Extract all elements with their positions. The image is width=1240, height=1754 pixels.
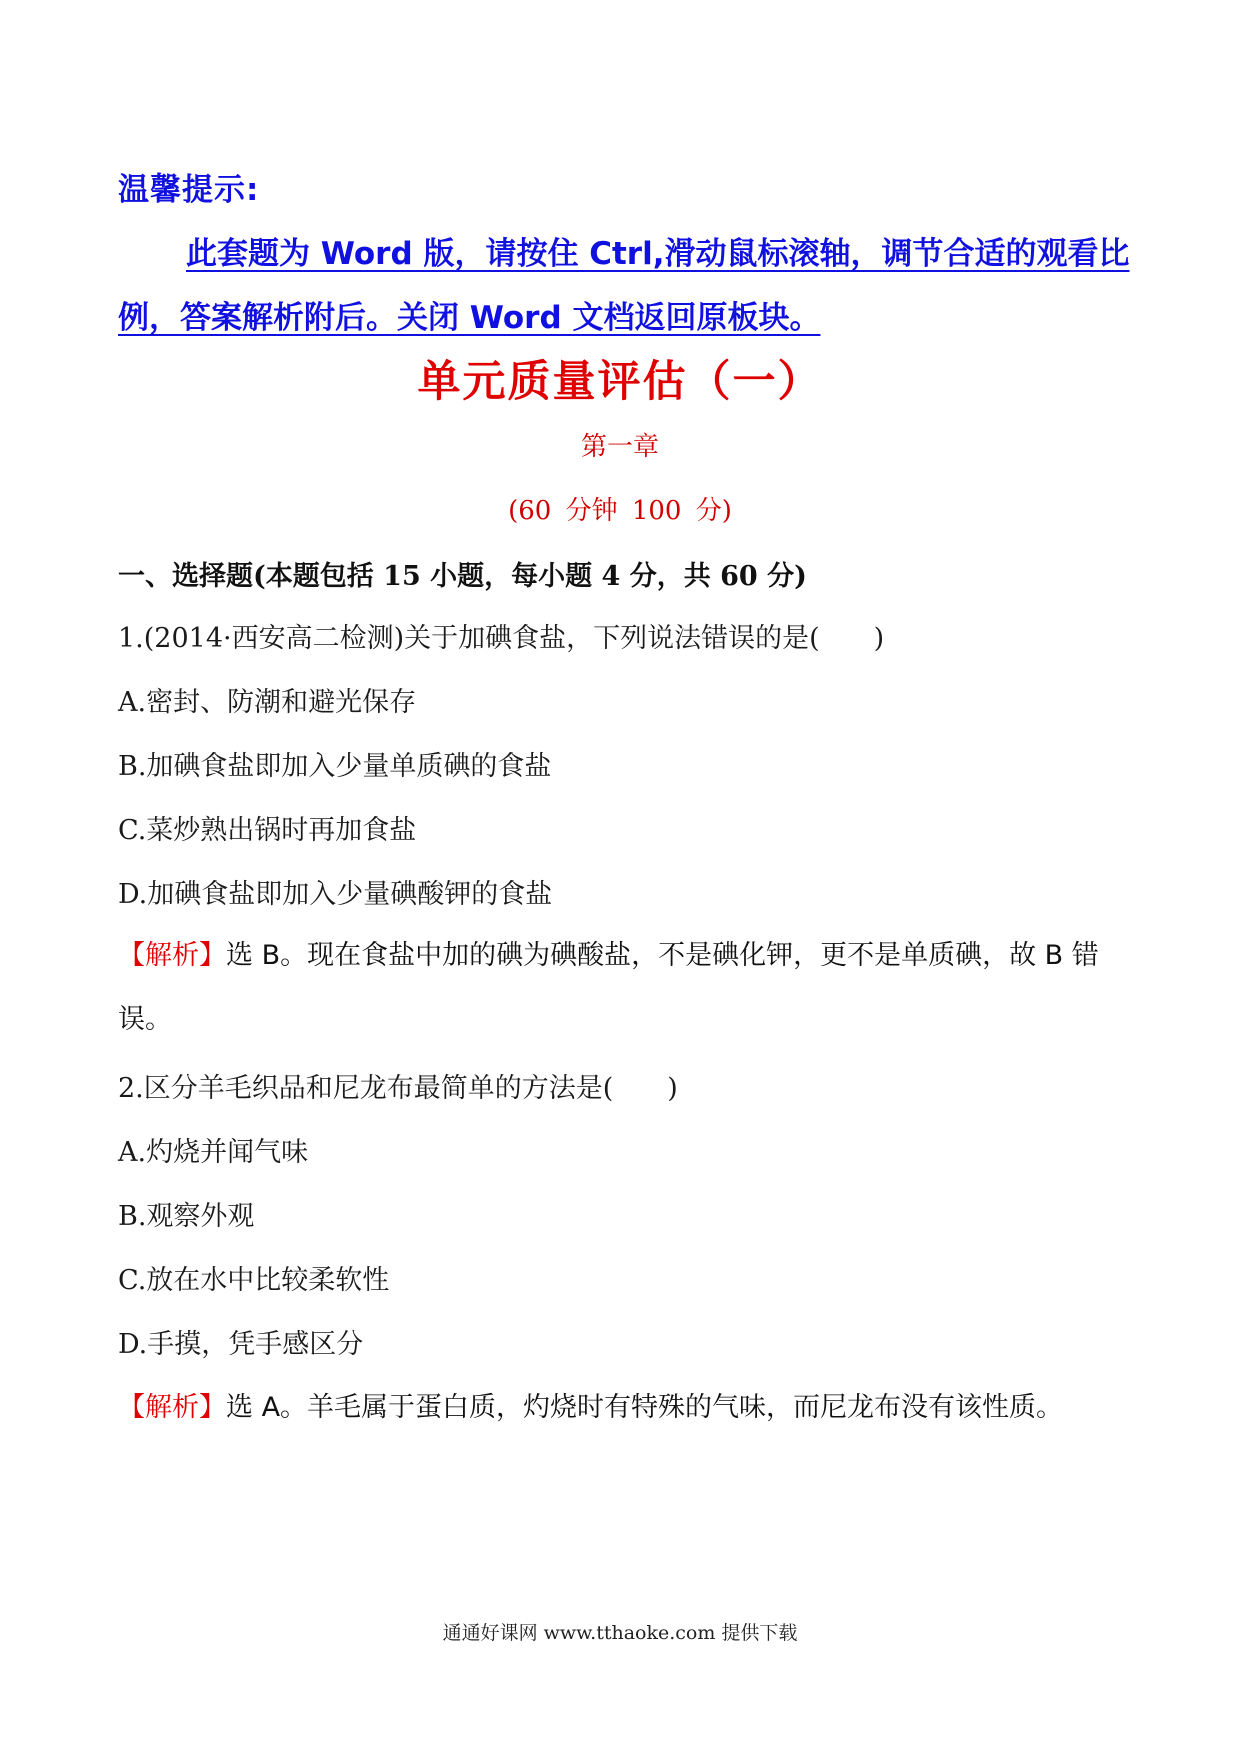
question-stem: 1.(2014·西安高二检测)关于加碘食盐，下列说法错误的是( ) (118, 623, 885, 654)
analysis-block (118, 1376, 1138, 1440)
question-option: A.密封、防潮和避光保存 (118, 687, 417, 718)
analysis-text: 选 B。现在食盐中加的碘为碘酸盐，不是碘化钾，更不是单质碘，故 B 错误。 (118, 940, 1099, 1035)
section-heading: 一、选择题(本题包括 15 小题，每小题 4 分，共 60 分) (118, 561, 807, 592)
question-option: D.手摸，凭手感区分 (118, 1329, 364, 1360)
notice-heading: 温馨提示: (118, 172, 260, 208)
question-option: B.观察外观 (118, 1201, 255, 1232)
duration-label: (60 分钟 100 分) (508, 496, 732, 526)
analysis-tag: 【解析】 (118, 1392, 226, 1423)
question-option: B.加碘食盐即加入少量单质碘的食盐 (118, 751, 552, 782)
footer-credit: 通通好课网 www.tthaoke.com 提供下载 (442, 1622, 798, 1644)
analysis-text: 选 A。羊毛属于蛋白质，灼烧时有特殊的气味，而尼龙布没有该性质。 (226, 1392, 1064, 1423)
analysis-tag: 【解析】 (118, 940, 226, 971)
question-option: D.加碘食盐即加入少量碘酸钾的食盐 (118, 879, 553, 910)
question-option: A.灼烧并闻气味 (118, 1137, 309, 1168)
notice-text: 此套题为 Word 版，请按住 Ctrl,滑动鼠标滚轴，调节合适的观看比例，答案解析附后。关闭 Word 文档返回原板块。 (118, 236, 1130, 336)
document-title: 单元质量评估（一） (417, 357, 823, 407)
chapter-label: 第一章 (580, 432, 659, 462)
question-stem: 2.区分羊毛织品和尼龙布最简单的方法是( ) (118, 1073, 678, 1104)
question-option: C.菜炒熟出锅时再加食盐 (118, 815, 417, 846)
analysis-block (118, 924, 1138, 1052)
notice-body (118, 222, 1138, 350)
question-option: C.放在水中比较柔软性 (118, 1265, 390, 1296)
